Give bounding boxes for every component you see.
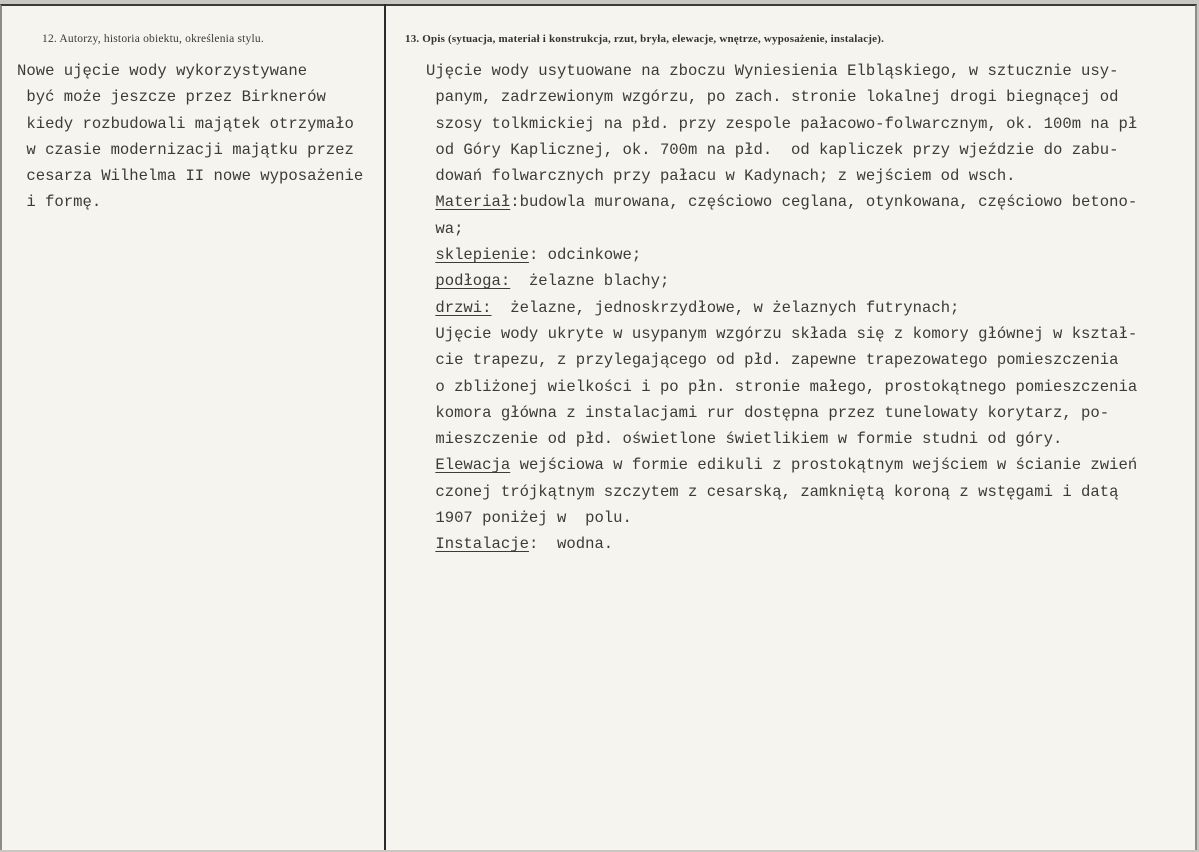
line-indent xyxy=(426,299,435,317)
line-text: cie trapezu, z przylegającego od płd. zapewne trapezowatego pomieszczenia xyxy=(435,351,1119,370)
description-line xyxy=(426,137,1197,163)
history-line: cesarza Wilhelma II nowe wyposażenie xyxy=(17,167,364,186)
field-label: drzwi: xyxy=(435,298,492,317)
right-column-heading: 13. Opis (sytuacja, materiał i konstrukcja, rzut, bryła, elewacje, wnętrze, wyposażenie, instalacje). xyxy=(405,33,885,45)
line-text: szosy tolkmickiej na płd. przy zespole pałacowo-folwarcznym, ok. 100m na pł xyxy=(435,114,1138,133)
line-indent xyxy=(426,430,435,448)
line-indent xyxy=(426,483,435,501)
description-line xyxy=(426,452,1197,478)
line-text: komora główna z instalacjami rur dostępna przez tunelowaty korytarz, po- xyxy=(435,403,1110,422)
description-line xyxy=(426,58,1197,84)
description-line xyxy=(426,111,1197,137)
field-label: podłoga: xyxy=(435,272,511,291)
line-text: : odcinkowe; xyxy=(528,246,642,265)
line-text: dowań folwarcznych przy pałacu w Kadynach; z wejściem od wsch. xyxy=(435,167,1016,186)
line-indent xyxy=(426,378,435,396)
line-indent xyxy=(426,456,435,474)
line-indent xyxy=(426,325,435,343)
description-line xyxy=(426,242,1197,268)
line-indent xyxy=(426,193,435,211)
history-line: i formę. xyxy=(17,193,102,212)
line-text: Ujęcie wody ukryte w usypanym wzgórzu składa się z komory głównej w kształ- xyxy=(435,324,1138,343)
line-indent xyxy=(426,167,435,185)
field-label: Elewacja xyxy=(435,456,511,475)
description-text xyxy=(426,58,1197,558)
line-indent xyxy=(426,220,435,238)
line-text: : wodna. xyxy=(528,535,614,554)
description-line xyxy=(426,400,1197,426)
line-indent xyxy=(426,115,435,133)
history-text xyxy=(17,58,390,216)
field-label: sklepienie xyxy=(435,246,529,265)
history-line: kiedy rozbudowali majątek otrzymało xyxy=(17,114,354,133)
line-text: :budowla murowana, częściowo ceglana, otynkowana, częściowo betono- xyxy=(510,193,1138,212)
line-text: wa; xyxy=(435,219,464,238)
description-line xyxy=(426,479,1197,505)
field-label: Materiał xyxy=(435,193,511,212)
line-indent xyxy=(426,272,435,290)
history-line: być może jeszcze przez Birknerów xyxy=(17,88,326,107)
history-line: Nowe ujęcie wody wykorzystywane xyxy=(17,62,308,80)
description-line xyxy=(426,505,1197,531)
description-line xyxy=(426,84,1197,110)
line-text: Ujęcie wody usytuowane na zboczu Wyniesienia Elbląskiego, w sztucznie usy- xyxy=(426,62,1119,80)
line-indent xyxy=(426,509,435,527)
history-line: w czasie modernizacji majątku przez xyxy=(17,140,354,159)
description-line xyxy=(426,295,1197,321)
line-indent xyxy=(426,404,435,422)
description-line xyxy=(426,347,1197,373)
line-indent xyxy=(426,141,435,159)
description-line xyxy=(426,374,1197,400)
line-text: mieszczenie od płd. oświetlone świetlikiem w formie studni od góry. xyxy=(435,430,1063,449)
line-text: żelazne blachy; xyxy=(510,272,670,291)
line-indent xyxy=(426,246,435,264)
line-text: od Góry Kaplicznej, ok. 700m na płd. od kapliczek przy wjeździe do zabu- xyxy=(435,140,1119,159)
field-label: Instalacje xyxy=(435,535,529,554)
line-indent xyxy=(426,351,435,369)
description-line xyxy=(426,163,1197,189)
line-indent xyxy=(426,535,435,553)
description-line xyxy=(426,321,1197,347)
line-indent xyxy=(426,88,435,106)
line-text: 1907 poniżej w polu. xyxy=(435,509,632,528)
line-text: czonej trójkątnym szczytem z cesarską, zamkniętą koroną z wstęgami i datą xyxy=(435,482,1119,501)
line-text: wejściowa w formie edikuli z prostokątnym wejściem w ścianie zwień xyxy=(510,456,1138,475)
line-text: żelazne, jednoskrzydłowe, w żelaznych futrynach; xyxy=(491,298,960,317)
line-text: o zbliżonej wielkości i po płn. stronie małego, prostokątnego pomieszczenia xyxy=(435,377,1138,396)
description-line xyxy=(426,531,1197,557)
description-line xyxy=(426,426,1197,452)
description-line xyxy=(426,268,1197,294)
description-line xyxy=(426,216,1197,242)
line-text: panym, zadrzewionym wzgórzu, po zach. stronie lokalnej drogi biegnącej od xyxy=(435,88,1119,107)
description-line xyxy=(426,189,1197,215)
left-column-heading: 12. Autorzy, historia obiektu, określenia stylu. xyxy=(42,33,264,45)
